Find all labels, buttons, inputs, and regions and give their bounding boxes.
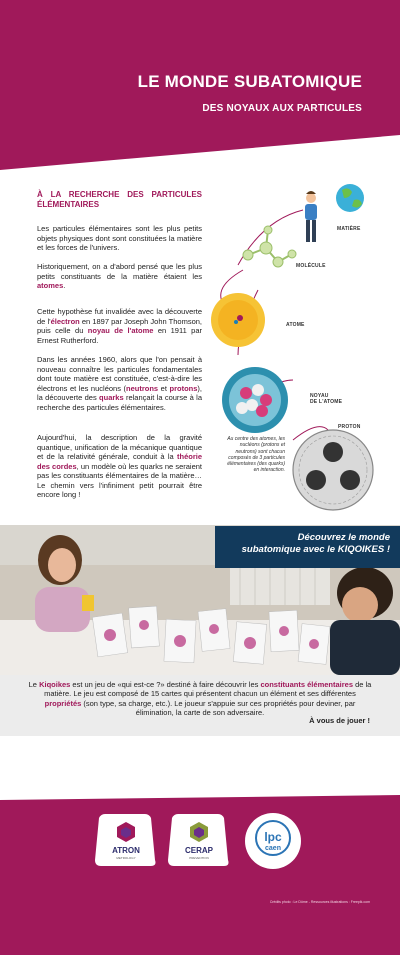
p3-text-a: Cette hypothèse fut invalidée avec la découverte de l': [37, 307, 202, 326]
kiqoikes-banner: [215, 526, 400, 568]
section-heading: À LA RECHERCHE DES PARTICULES ÉLÉMENTAIRES: [37, 190, 202, 209]
atron-name: ATRON: [112, 846, 140, 855]
page-subtitle: DES NOYAUX AUX PARTICULES: [202, 103, 362, 114]
molecule-icon: [243, 226, 296, 267]
p2-end: .: [63, 281, 66, 290]
lpc-sub: caen: [265, 845, 281, 852]
label-noyau: [310, 393, 342, 405]
label-matiere: MATIÈRE: [337, 226, 361, 232]
p1-text: Les particules élémentaires sont les plus petits objets physiques dont sont constituées la matière et les forces de l'univers.: [37, 224, 202, 252]
paragraph-2: [37, 262, 202, 291]
label-atome: ATOME: [286, 322, 305, 328]
lpc-name: lpc: [264, 830, 282, 844]
earth-icon: [336, 184, 364, 212]
info-kiqoikes: Kiqoikes: [39, 680, 71, 689]
page-title: LE MONDE SUBATOMIQUE: [137, 72, 362, 91]
info-text-1: Le: [28, 680, 40, 689]
cerap-name: CERAP: [184, 846, 214, 855]
paragraph-1: [37, 224, 202, 253]
p5-text-a: Aujourd'hui, la description de la gravité quantique, unification de la mécanique quantique et de la relativité générale, conduit à la: [37, 433, 202, 461]
banner-line-1: Découvrez le monde: [297, 532, 390, 543]
p5-text-b: , un modèle où les quarks ne seraient pas les constituants élémentaires de la matière… Le chemin vers l'infiniment petit pourrait être encore long !: [37, 461, 203, 499]
banner-line-2: subatomique avec le KIQOIKES !: [241, 544, 390, 555]
person-icon: [305, 191, 317, 242]
p5-highlight: théorie des cordes: [37, 452, 202, 471]
paragraph-4: [37, 355, 202, 412]
label-molecule: MOLÉCULE: [296, 263, 326, 269]
p2-text: Historiquement, on a d'abord pensé que les plus petits constituants de la matière étaient les: [37, 262, 202, 281]
info-text-2: est un jeu de «qui est-ce ?» destiné à faire découvrir les: [70, 680, 261, 689]
p4-text-a: Dans les années 1960, alors que l'on pensait à nouveau connaître les particules fondamentales dont toute matière est constituée, c'est-à-dire les électrons et les nucléons (: [37, 355, 202, 393]
p3-noyau: noyau de l'atome: [87, 326, 154, 335]
info-text-3: de la matière. Le jeu est composé de 15 cartes qui présentent chacun un élément et ses différentes: [44, 680, 372, 699]
cerap-logo: [168, 808, 230, 870]
call-to-action: À vous de jouer !: [309, 716, 370, 725]
p3-electron: électron: [50, 316, 80, 326]
credits: Crédits photo : Le Dôme - Ressources illustrations : Freepik.com: [269, 900, 370, 904]
p4-et: et: [158, 383, 170, 393]
p4-text-b: ), la découverte des: [37, 383, 202, 402]
diagram-note: Au centre des atomes, les nucléons (protons et neutrons) sont chacun composés de 3 particules élémentaires (des quarks) en interaction.: [227, 436, 285, 474]
p3-text-c: en 1911 par Ernest Rutherford.: [37, 326, 203, 345]
paragraph-3: [37, 307, 202, 345]
p3-text-b: en 1897 par Joseph John Thomson, puis celle du: [37, 316, 202, 335]
p4-protons: protons: [169, 383, 198, 393]
info-constituants: constituants élémentaires: [260, 680, 353, 689]
label-noyau-2: DE L'ATOME: [310, 399, 343, 405]
atron-sub: METROLOGY: [116, 856, 136, 860]
p4-quarks: quarks: [99, 393, 124, 402]
p4-neutrons: neutrons: [126, 383, 159, 393]
nucleus-icon: [222, 367, 288, 433]
proton-icon: [293, 430, 373, 510]
atron-logo: [95, 808, 157, 870]
info-text-4: (son type, sa charge, etc.). Le joueur s'appuie sur ces propriétés pour deviner, par élimination, la carte de son adversaire.: [81, 698, 356, 718]
p4-text-c: relançait la course à la recherche des particules élémentaires.: [37, 393, 202, 412]
cerap-sub: PREVENTION: [189, 856, 209, 860]
game-description: [28, 680, 372, 718]
paragraph-5: [37, 433, 202, 500]
lpc-caen-logo: [242, 808, 304, 870]
atom-icon: [211, 293, 265, 347]
label-noyau-1: NOYAU: [310, 393, 329, 399]
info-proprietes: propriétés: [44, 698, 82, 708]
label-proton: PROTON: [338, 424, 361, 430]
p2-highlight: atomes: [37, 281, 64, 290]
